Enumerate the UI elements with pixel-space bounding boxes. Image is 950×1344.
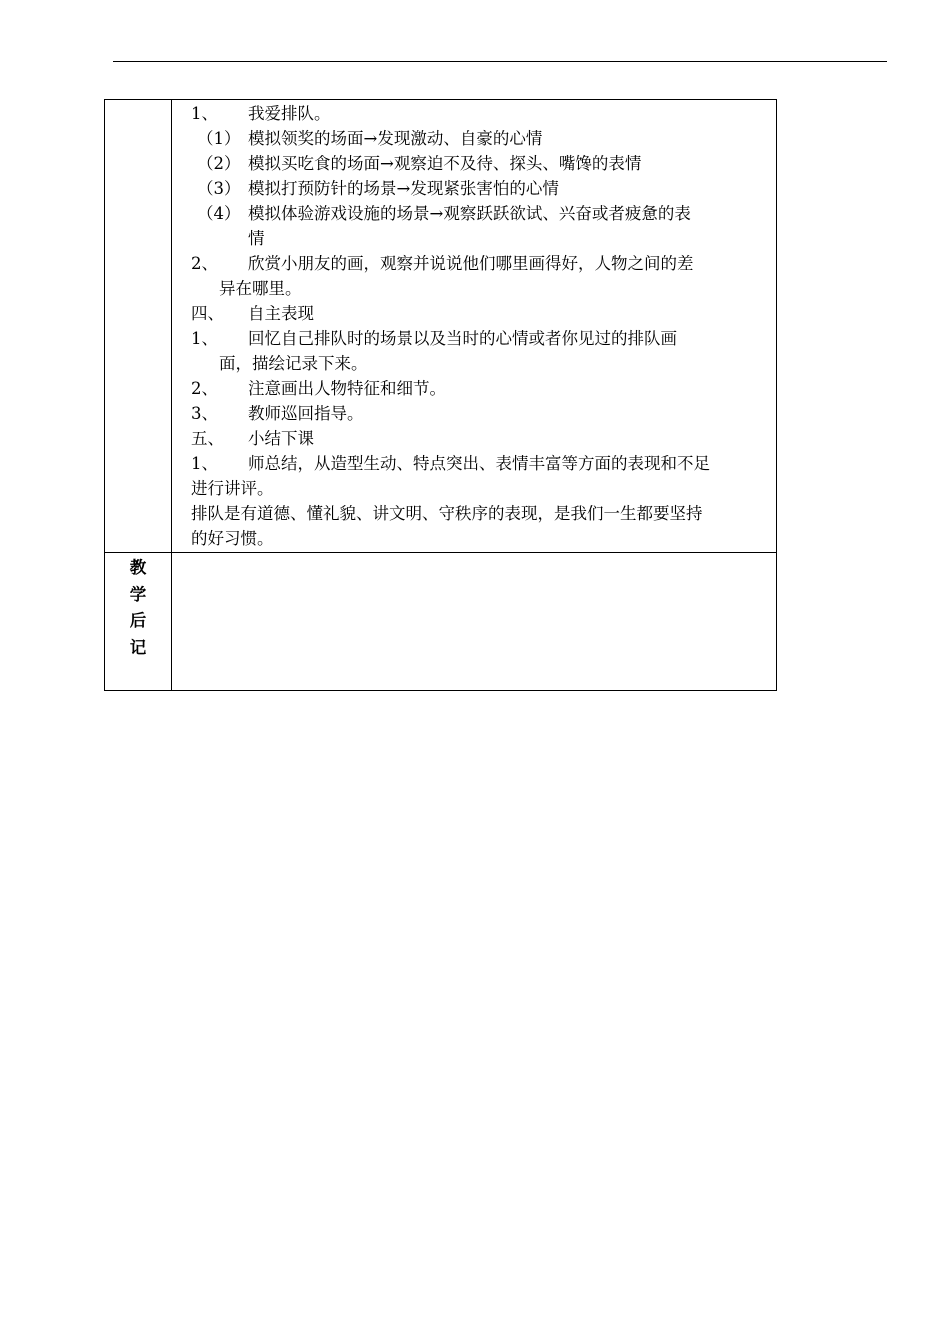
paragraph-text: 的好习惯。 — [191, 529, 274, 548]
section-title: 自主表现 — [248, 304, 314, 323]
continuation-text: 进行讲评。 — [191, 479, 274, 498]
section-heading — [191, 301, 767, 326]
step-number: 2、 — [191, 254, 218, 273]
step-text: 师总结，从造型生动、特点突出、表情丰富等方面的表现和不足 — [248, 454, 710, 473]
step-continuation — [191, 476, 767, 501]
step-line — [191, 326, 767, 351]
substep-text: 模拟体验游戏设施的场景→观察跃跃欲试、兴奋或者疲惫的表 — [248, 204, 691, 223]
step-line — [191, 376, 767, 401]
substep-number: （1） — [197, 129, 241, 148]
step-number: 1、 — [191, 104, 218, 123]
afterword-row — [105, 553, 777, 691]
section-title: 小结下课 — [248, 429, 314, 448]
label-char: 教 — [129, 558, 147, 577]
step-number: 1、 — [191, 454, 218, 473]
substep-text: 模拟买吃食的场面→观察迫不及待、探头、嘴馋的表情 — [248, 154, 642, 173]
label-char: 学 — [129, 584, 147, 604]
section-heading — [191, 426, 767, 451]
afterword-label — [105, 555, 171, 661]
closing-paragraph-line — [191, 526, 767, 551]
section-number: 五、 — [191, 429, 224, 448]
lesson-plan-table — [104, 99, 777, 691]
substep-continuation — [191, 226, 767, 251]
process-row — [105, 100, 777, 553]
header-rule — [113, 61, 887, 62]
step-continuation — [191, 276, 767, 301]
substep-line — [191, 176, 767, 201]
step-text: 教师巡回指导。 — [248, 404, 364, 423]
step-line — [191, 101, 767, 126]
section-number: 四、 — [191, 304, 224, 323]
substep-line — [191, 126, 767, 151]
step-line — [191, 401, 767, 426]
substep-number: （2） — [197, 154, 241, 173]
continuation-text: 异在哪里。 — [219, 279, 302, 298]
substep-number: （3） — [197, 179, 241, 198]
continuation-text: 面，描绘记录下来。 — [219, 354, 368, 373]
substep-number: （4） — [197, 204, 241, 223]
substep-text: 模拟打预防针的场景→发现紧张害怕的心情 — [248, 179, 559, 198]
label-char: 后 — [129, 611, 147, 630]
paragraph-text: 排队是有道德、懂礼貌、讲文明、守秩序的表现，是我们一生都要坚持 — [191, 504, 703, 523]
label-char: 记 — [129, 637, 147, 657]
afterword-content-cell — [172, 553, 777, 691]
afterword-label-cell — [105, 553, 172, 691]
substep-line — [191, 151, 767, 176]
step-line — [191, 251, 767, 276]
substep-line — [191, 201, 767, 226]
step-text: 我爱排队。 — [248, 104, 331, 123]
process-content-cell — [172, 100, 777, 553]
step-number: 2、 — [191, 379, 218, 398]
closing-paragraph-line — [191, 501, 767, 526]
continuation-text: 情 — [248, 229, 265, 248]
substep-text: 模拟领奖的场面→发现激动、自豪的心情 — [248, 129, 543, 148]
step-continuation — [191, 351, 767, 376]
step-text: 注意画出人物特征和细节。 — [248, 379, 446, 398]
step-line — [191, 451, 767, 476]
step-text: 回忆自己排队时的场景以及当时的心情或者你见过的排队画 — [248, 329, 677, 348]
process-label-cell — [105, 100, 172, 553]
step-number: 3、 — [191, 404, 218, 423]
step-text: 欣赏小朋友的画，观察并说说他们哪里画得好，人物之间的差 — [248, 254, 694, 273]
step-number: 1、 — [191, 329, 218, 348]
